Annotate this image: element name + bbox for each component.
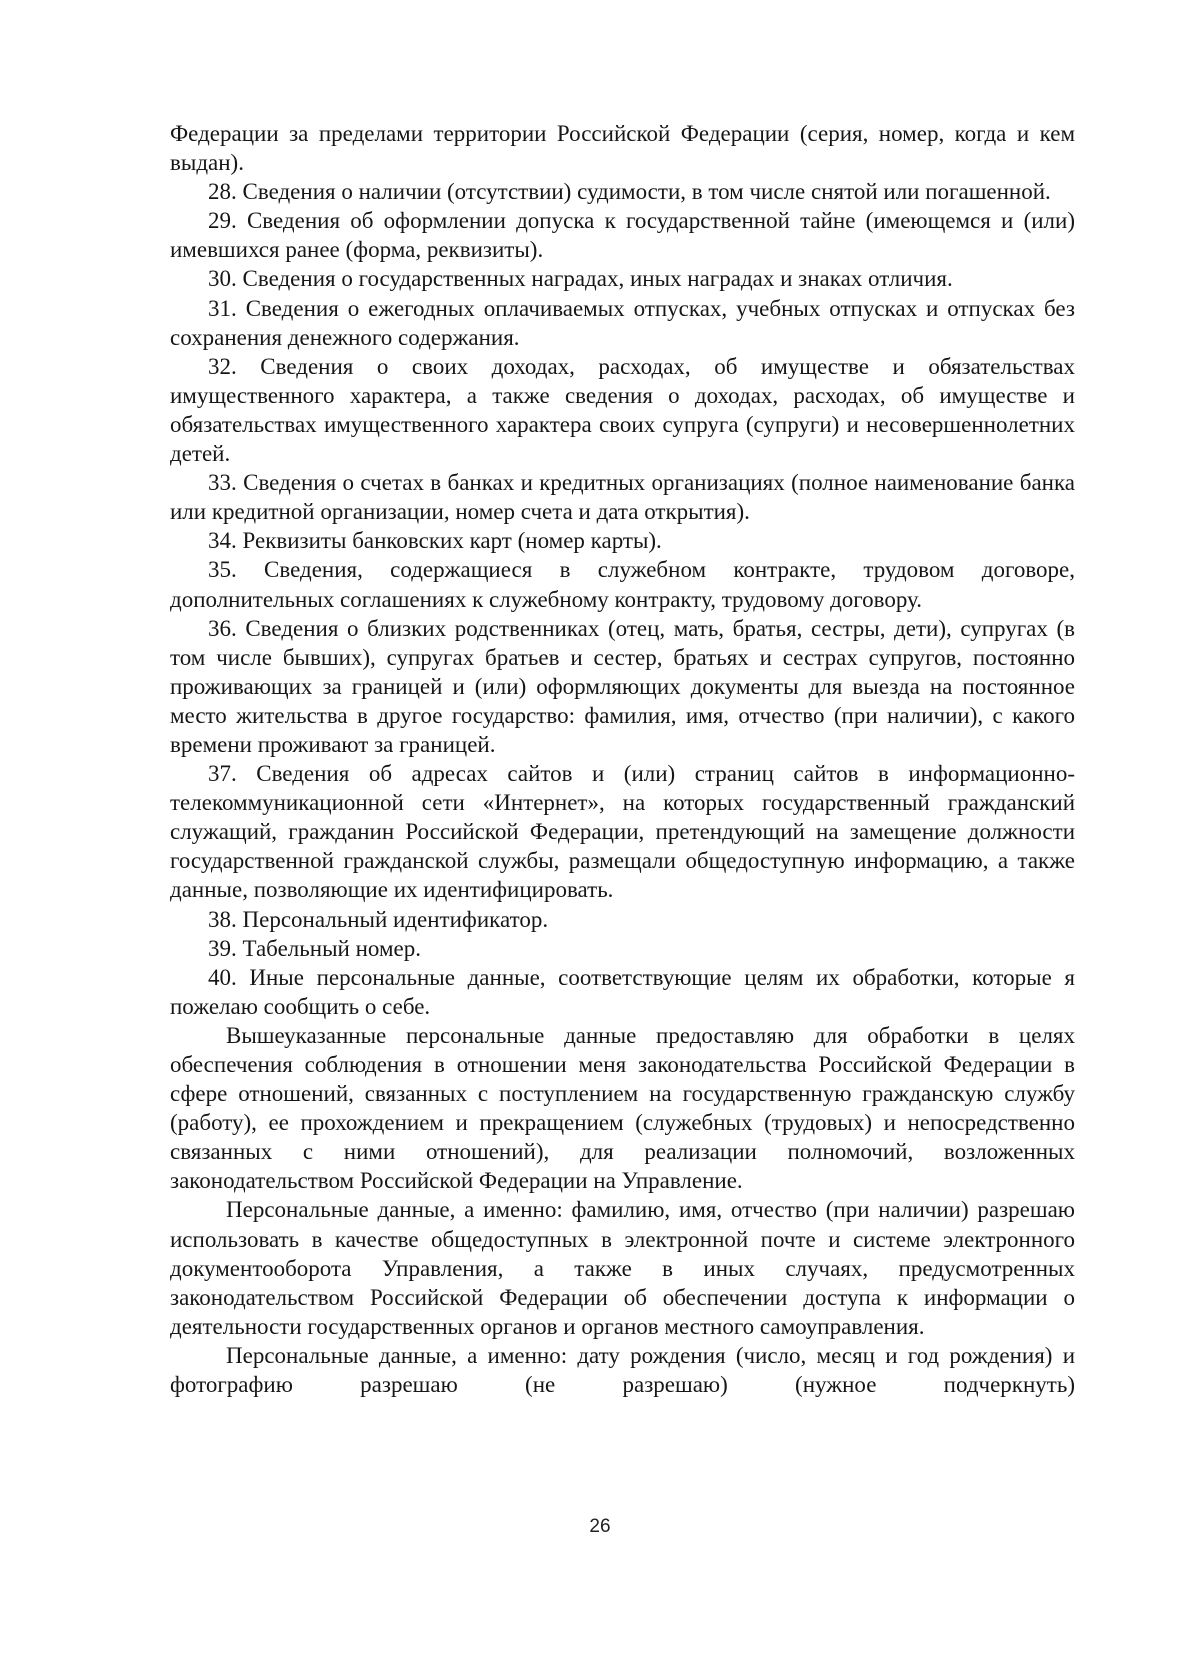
item-35: 35. Сведения, содержащиеся в служебном контракте, трудовом договоре, дополнительных соглашениях к служебному контракту, трудовому договору. [170, 557, 1075, 612]
item-39: 39. Табельный номер. [208, 935, 421, 961]
item-33: 33. Сведения о счетах в банках и кредитных организациях (полное наименование банка или кредитной организации, номер счета и дата открытия). [170, 470, 1075, 525]
item-32: 32. Сведения о своих доходах, расходах, об имуществе и обязательствах имущественного характера, а также сведения о доходах, расходах, об имуществе и обязательствах имущественного характера своих супруга (супруги) и несовершеннолетних детей. [170, 353, 1075, 467]
item-29: 29. Сведения об оформлении допуска к государственной тайне (имеющемся и (или) имевшихся ранее (форма, реквизиты). [170, 208, 1075, 263]
item-28: 28. Сведения о наличии (отсутствии) судимости, в том числе снятой или погашенной. [208, 179, 1051, 205]
document-page [170, 119, 1075, 1399]
item-34: 34. Реквизиты банковских карт (номер карты). [208, 528, 662, 554]
item-38: 38. Персональный идентификатор. [208, 906, 549, 932]
item-30: 30. Сведения о государственных наградах, иных наградах и знаках отличия. [208, 266, 953, 292]
item-36: 36. Сведения о близких родственниках (отец, мать, братья, сестры, дети), супругах (в том числе бывших), супругах братьев и сестер, братьях и сестрах супругов, постоянно проживающих за границей и (или) оформляющих документы для выезда на постоянное место жительства в другое государство: фамилия, имя, отчество (при наличии), с какого времени проживают за границей. [170, 615, 1075, 757]
page-number: 26 [589, 1516, 611, 1537]
item-37: 37. Сведения об адресах сайтов и (или) страниц сайтов в информационно-телекоммуникационной сети «Интернет», на которых государственный гражданский служащий, гражданин Российской Федерации, претендующий на замещение должности государственной гражданской службы, размещали общедоступную информацию, а также данные, позволяющие их идентифицировать. [170, 761, 1075, 903]
birthdate-photo-paragraph: Персональные данные, а именно: дату рождения (число, месяц и год рождения) и фотографию разрешаю (не разрешаю) (нужное подчеркнуть) [170, 1342, 1075, 1398]
public-data-paragraph: Персональные данные, а именно: фамилию, имя, отчество (при наличии) разрешаю использовать в качестве общедоступных в электронной почте и системе электронного документооборота Управления, а также в иных случаях, предусмотренных законодательством Российской Федерации об обеспечении доступа к информации о деятельности государственных органов и органов местного самоуправления. [170, 1197, 1075, 1339]
item-40: 40. Иные персональные данные, соответствующие целям их обработки, которые я пожелаю сообщить о себе. [170, 964, 1075, 1019]
item-31: 31. Сведения о ежегодных оплачиваемых отпусках, учебных отпусках и отпусках без сохранения денежного содержания. [170, 295, 1075, 350]
paragraph-continuation: Федерации за пределами территории Российской Федерации (серия, номер, когда и кем выдан). [170, 121, 1075, 176]
consent-paragraph: Вышеуказанные персональные данные предоставляю для обработки в целях обеспечения соблюдения в отношении меня законодательства Российской Федерации в сфере отношений, связанных с поступлением на государственную гражданскую службу (работу), ее прохождением и прекращением (служебных (трудовых) и непосредственно связанных с ними отношений), для реализации полномочий, возложенных законодательством Российской Федерации на Управление. [170, 1022, 1075, 1194]
